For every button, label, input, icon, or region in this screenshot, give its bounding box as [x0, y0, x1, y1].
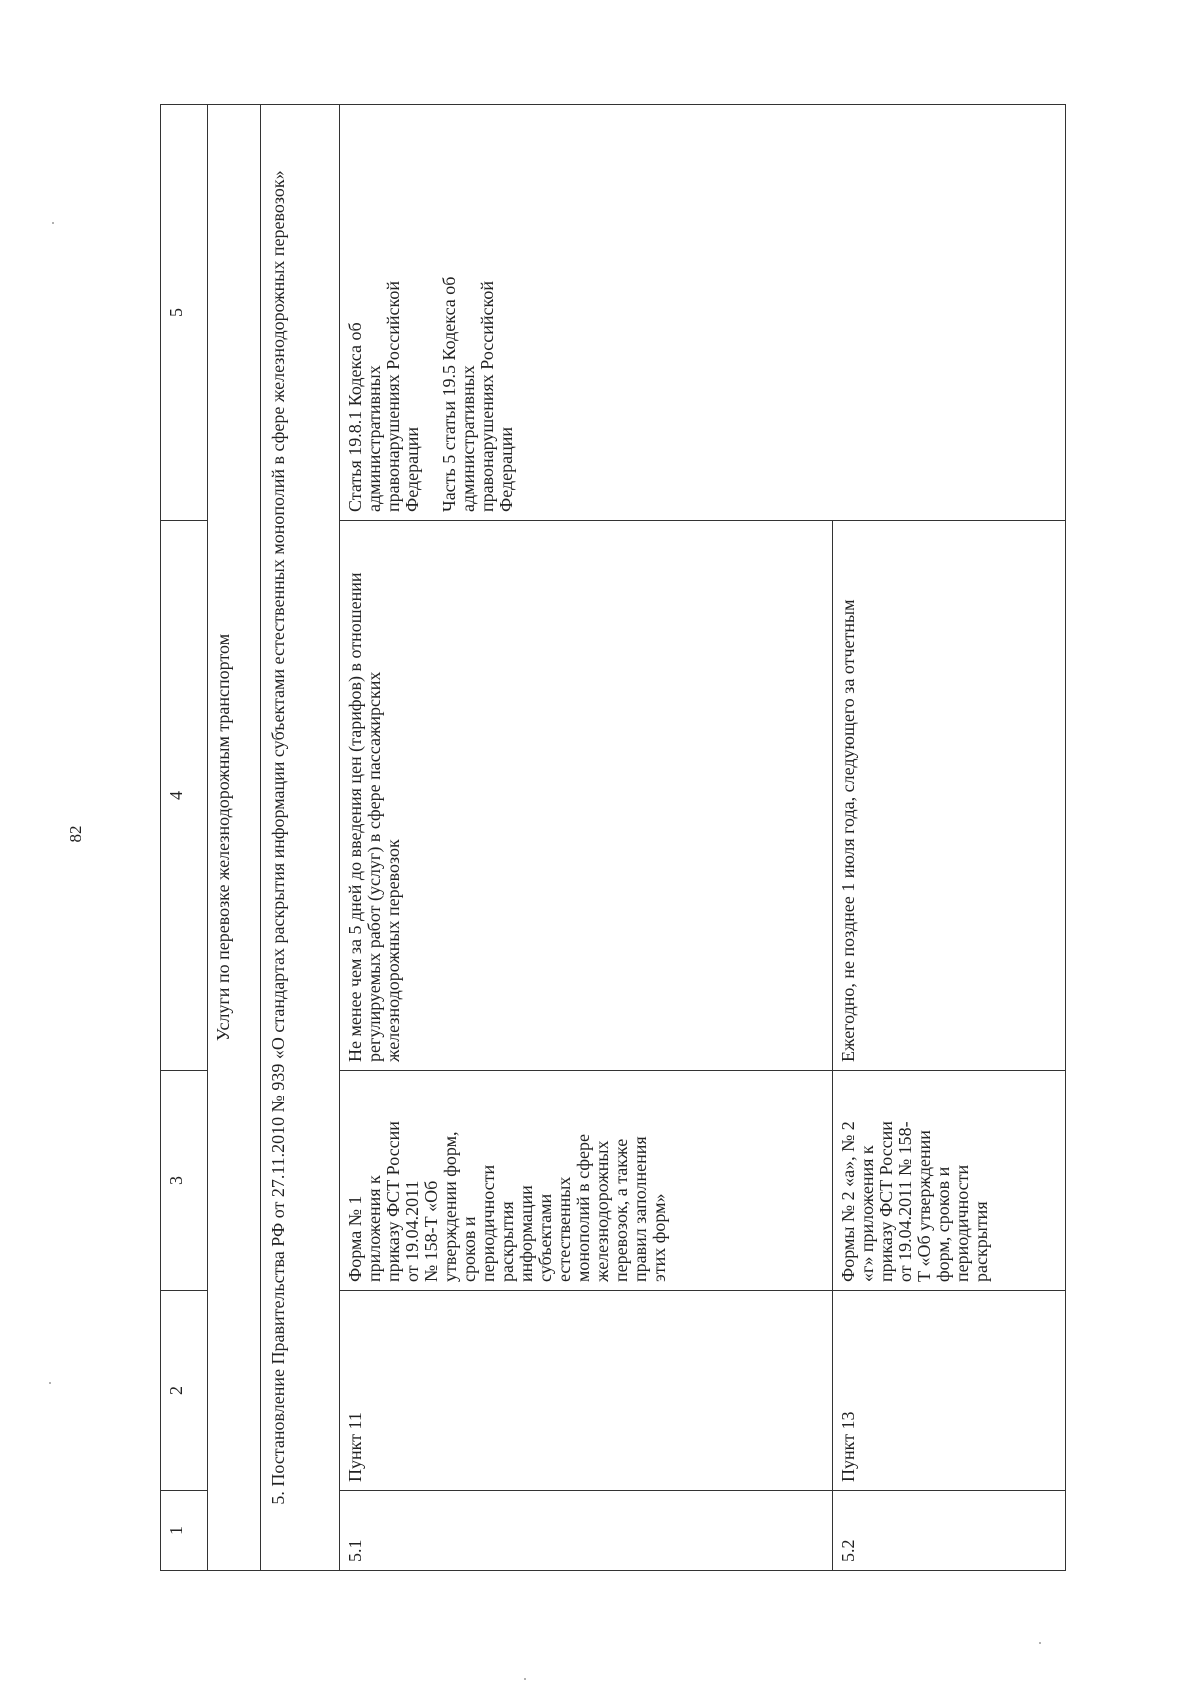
row-form: Форма № 1 приложения к приказу ФСТ России от 19.04.2011 № 158-Т «Об утверждении форм, сроков и периодичности раскрытия информации субъектами естественных монополий в сфере железнодорожных перевозок, а также правил заполнения этих форм» — [340, 1071, 833, 1291]
column-number: 3 — [161, 1071, 208, 1291]
column-number: 2 — [161, 1291, 208, 1491]
row-liability — [340, 105, 1066, 521]
row-form: Формы № 2 «а», № 2 «г» приложения к приказу ФСТ России от 19.04.2011 № 158- Т «Об утверждении форм, сроков и периодичности раскрытия — [833, 1071, 1066, 1291]
section-header: Услуги по перевозке железнодорожным транспортом — [208, 105, 261, 1571]
document-header-row — [261, 105, 340, 1571]
row-deadline: Не менее чем за 5 дней до введения цен (тарифов) в отношении регулируемых работ (услуг) в сфере пассажирских железнодорожных перевозок — [340, 521, 833, 1071]
column-number: 1 — [161, 1491, 208, 1571]
column-number-row — [161, 105, 208, 1571]
row-deadline: Ежегодно, не позднее 1 июля года, следующего за отчетным — [833, 521, 1066, 1071]
requirements-table — [160, 104, 1066, 1571]
scan-speck — [49, 1382, 51, 1384]
row-item: Пункт 11 — [340, 1291, 833, 1491]
row-number: 5.2 — [833, 1491, 1066, 1571]
column-number: 5 — [161, 105, 208, 521]
scan-speck — [52, 222, 54, 224]
liability-text: Статья 19.8.1 Кодекса об административных правонарушениях Российской Федерации — [345, 281, 422, 512]
row-number: 5.1 — [340, 1491, 833, 1571]
document-header: 5. Постановление Правительства РФ от 27.11.2010 № 939 «О стандартах раскрытия информации субъектами естественных монополий в сфере железнодорожных перевозок» — [261, 105, 340, 1571]
page-number: 82 — [66, 825, 85, 843]
scan-speck — [1039, 1642, 1041, 1644]
rotated-table-frame — [160, 105, 1059, 1571]
liability-text: Часть 5 статьи 19.5 Кодекса об административных правонарушениях Российской Федерации — [439, 276, 516, 512]
row-item: Пункт 13 — [833, 1291, 1066, 1491]
scan-speck — [524, 1678, 526, 1680]
column-number: 4 — [161, 521, 208, 1071]
section-header-row — [208, 105, 261, 1571]
table-row — [340, 105, 833, 1571]
